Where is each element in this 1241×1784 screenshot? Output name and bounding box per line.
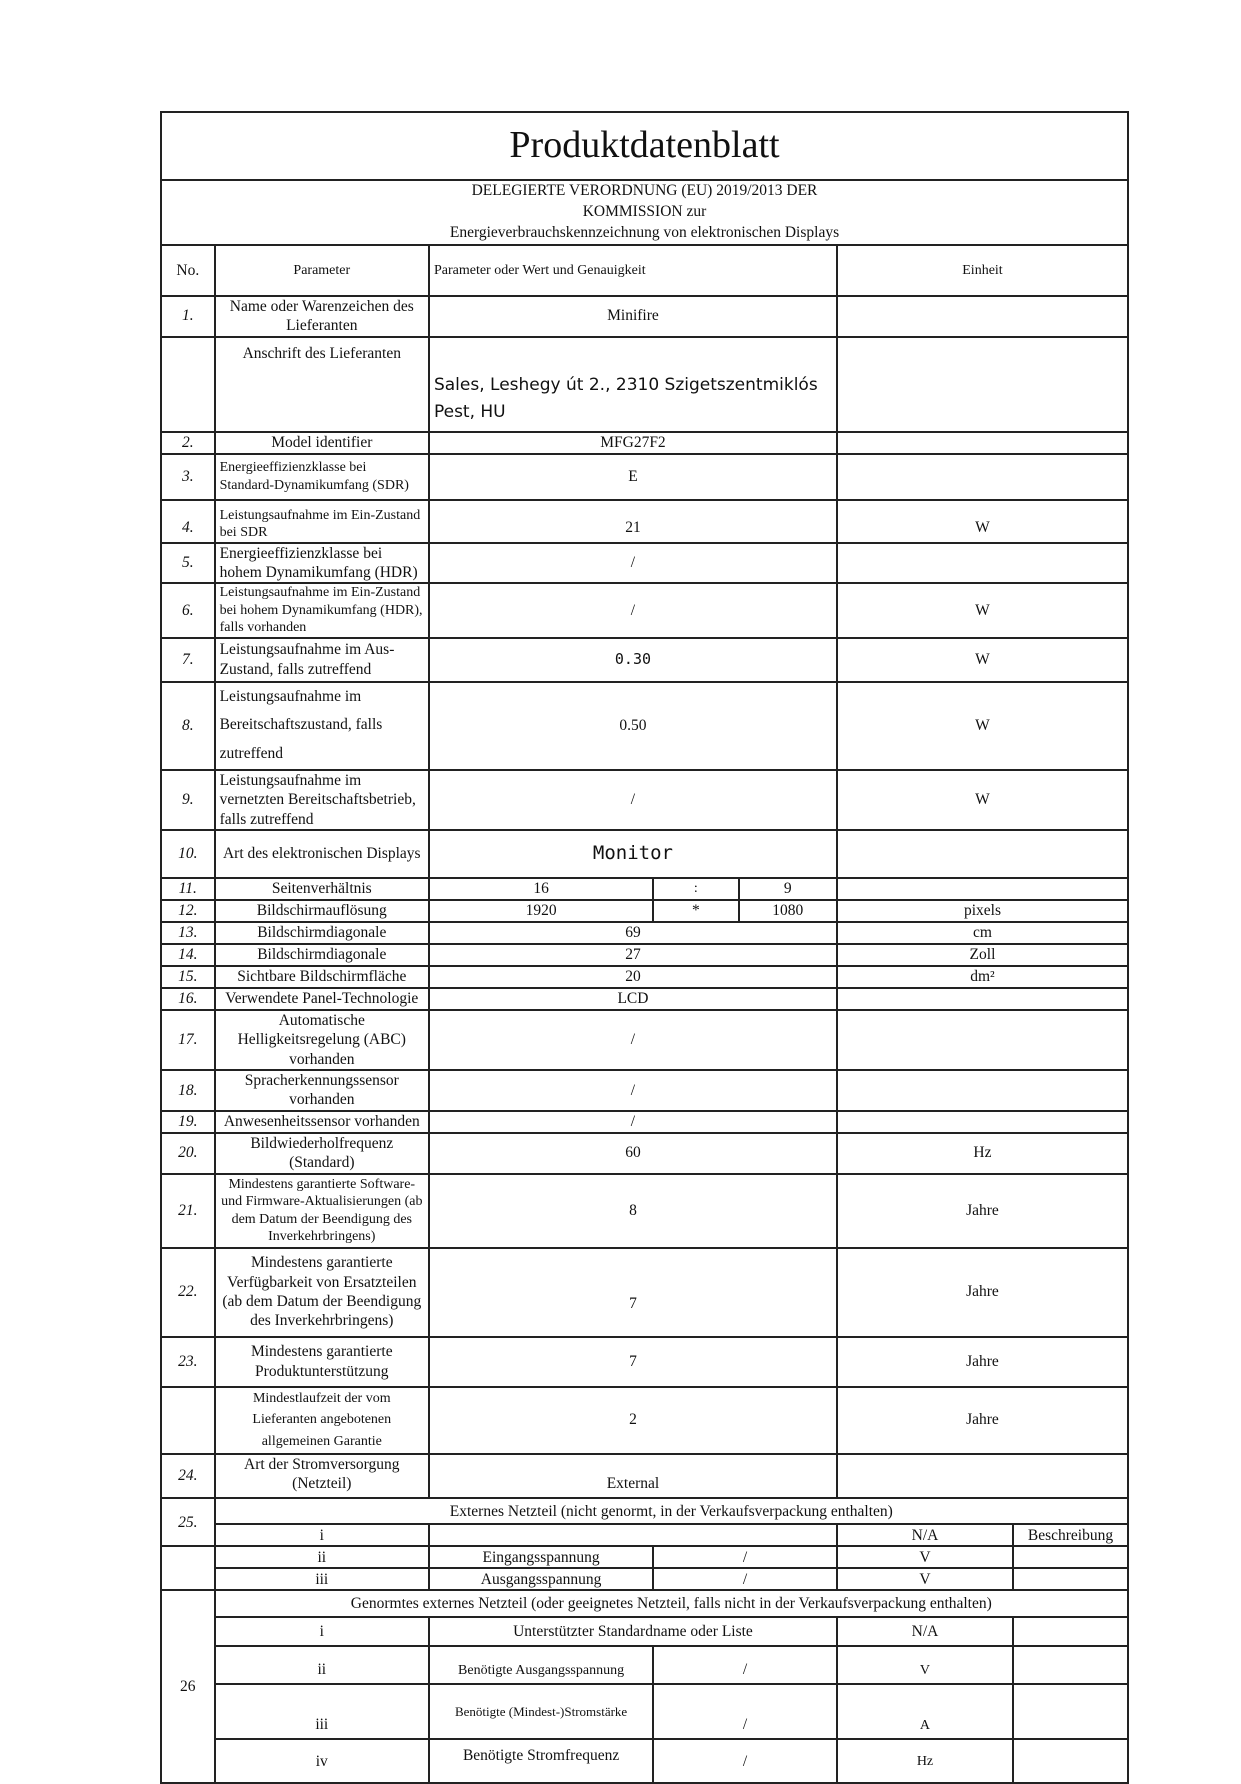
row-number-empty [161, 1546, 215, 1590]
row-parameter: Leistungsaufnahme im Ein-Zustand bei SDR [215, 500, 429, 543]
row-parameter: Mindestens garantierte Software- und Firmware-Aktualisierungen (ab dem Datum der Beendigung des Inverkehrbringens) [215, 1174, 429, 1248]
table-row [161, 966, 1128, 988]
psu-row-unit: N/A [837, 1524, 1013, 1546]
psu-row-extra [1013, 1646, 1128, 1684]
row-parameter: Verwendete Panel-Technologie [215, 988, 429, 1010]
row-value: 60 [429, 1133, 837, 1174]
psu-row-unit: V [837, 1546, 1013, 1568]
row-parameter: Anwesenheitssensor vorhanden [215, 1111, 429, 1133]
row-number: 19. [161, 1111, 215, 1133]
row-number: 2. [161, 432, 215, 454]
row-unit: W [837, 583, 1128, 638]
row-value: / [429, 770, 837, 830]
row-value: / [429, 1010, 837, 1070]
psu-row-unit: V [837, 1568, 1013, 1590]
table-row [161, 1739, 1128, 1783]
table-row [161, 1454, 1128, 1499]
row-parameter: Bildschirmdiagonale [215, 922, 429, 944]
row-parameter: Automatische Helligkeitsregelung (ABC) vorhanden [215, 1010, 429, 1070]
row-unit [837, 1454, 1128, 1499]
row-unit: Jahre [837, 1174, 1128, 1248]
psu-row-unit: N/A [837, 1617, 1013, 1646]
row-unit: W [837, 638, 1128, 682]
row-number: 14. [161, 944, 215, 966]
row-parameter: Spracherkennungssensor vorhanden [215, 1070, 429, 1111]
row-value: 7 [429, 1248, 837, 1337]
header-value: Parameter oder Wert und Genauigkeit [429, 245, 837, 296]
table-row [161, 1337, 1128, 1387]
row-unit: W [837, 500, 1128, 543]
psu-row-label: Benötigte Stromfrequenz [429, 1739, 653, 1783]
row-unit [837, 543, 1128, 584]
psu-row-index: iii [215, 1684, 429, 1739]
aspect-width: 16 [429, 878, 653, 900]
row-number: 12. [161, 900, 215, 922]
header-parameter: Parameter [215, 245, 429, 296]
psu-row-label: Eingangsspannung [429, 1546, 653, 1568]
aspect-height: 9 [739, 878, 837, 900]
psu-row-value: / [653, 1546, 837, 1568]
table-row [161, 1617, 1128, 1646]
psu-row-index: ii [215, 1546, 429, 1568]
row-number: 8. [161, 682, 215, 770]
row-unit [837, 454, 1128, 500]
product-data-sheet [160, 111, 1129, 1770]
table-row [161, 922, 1128, 944]
row-number: 3. [161, 454, 215, 500]
psu-row-value: / [653, 1739, 837, 1783]
table-row [161, 500, 1128, 543]
table-row [161, 454, 1128, 500]
table-row [161, 1546, 1128, 1568]
row-number: 4. [161, 500, 215, 543]
table-row [161, 1070, 1128, 1111]
table-row [161, 830, 1128, 878]
row-unit: Jahre [837, 1387, 1128, 1454]
row-number: 6. [161, 583, 215, 638]
row-unit [837, 1010, 1128, 1070]
row-number [161, 1387, 215, 1454]
table-row [161, 1133, 1128, 1174]
row-parameter: Leistungsaufnahme im Ein-Zustand bei hohem Dynamikumfang (HDR), falls vorhanden [215, 583, 429, 638]
row-value: 8 [429, 1174, 837, 1248]
row-unit: Zoll [837, 944, 1128, 966]
display-type-value: Monitor [429, 830, 837, 878]
row-parameter: Leistungsaufnahme im vernetzten Bereitschaftsbetrieb, falls zutreffend [215, 770, 429, 830]
row-parameter: Seitenverhältnis [215, 878, 429, 900]
row-parameter: Bildschirmdiagonale [215, 944, 429, 966]
row-number: 17. [161, 1010, 215, 1070]
table-row [161, 583, 1128, 638]
row-number [161, 337, 215, 432]
psu-row-value: / [653, 1646, 837, 1684]
psu-row-index: iii [215, 1568, 429, 1590]
row-value: 7 [429, 1337, 837, 1387]
row-parameter: Bildschirmauflösung [215, 900, 429, 922]
psu-row-extra [1013, 1739, 1128, 1783]
psu-row-unit: Hz [837, 1739, 1013, 1783]
psu-row-extra [1013, 1617, 1128, 1646]
row-number: 10. [161, 830, 215, 878]
row-number: 13. [161, 922, 215, 944]
row-value: / [429, 583, 837, 638]
row-parameter: Mindestens garantierte Produktunterstützung [215, 1337, 429, 1387]
row-parameter: Mindestlaufzeit der vom Lieferanten angebotenen allgemeinen Garantie [215, 1387, 429, 1454]
row-number: 5. [161, 543, 215, 584]
row-value: 21 [429, 500, 837, 543]
table-row [161, 543, 1128, 584]
row-parameter: Leistungsaufnahme im Bereitschaftszustand, falls zutreffend [215, 682, 429, 770]
psu-row-extra [1013, 1568, 1128, 1590]
row-unit [837, 878, 1128, 900]
header-row [161, 245, 1128, 296]
row-number: 7. [161, 638, 215, 682]
table-row [161, 638, 1128, 682]
table-row [161, 988, 1128, 1010]
row-parameter: Energieeffizienzklasse bei hohem Dynamikumfang (HDR) [215, 543, 429, 584]
table-row [161, 1387, 1128, 1454]
table-row [161, 878, 1128, 900]
psu-row-index: i [215, 1617, 429, 1646]
table-row [161, 1646, 1128, 1684]
row-number: 11. [161, 878, 215, 900]
table-row [161, 1010, 1128, 1070]
row-value: 0.30 [429, 638, 837, 682]
row-unit [837, 296, 1128, 337]
row-parameter: Sichtbare Bildschirmfläche [215, 966, 429, 988]
row-unit [837, 337, 1128, 432]
psu-row-index: i [215, 1524, 429, 1546]
psu-row-index: iv [215, 1739, 429, 1783]
row-unit: cm [837, 922, 1128, 944]
row-number: 21. [161, 1174, 215, 1248]
row-value: External [429, 1454, 837, 1499]
psu-external-title-row [161, 1498, 1128, 1524]
row-number: 20. [161, 1133, 215, 1174]
row-number: 16. [161, 988, 215, 1010]
table-row [161, 1248, 1128, 1337]
table-row [161, 296, 1128, 337]
page-title: Produktdatenblatt [161, 112, 1128, 180]
row-number: 15. [161, 966, 215, 988]
row-value: / [429, 1111, 837, 1133]
row-value: 2 [429, 1387, 837, 1454]
row-value: E [429, 454, 837, 500]
regulation-title: DELEGIERTE VERORDNUNG (EU) 2019/2013 DER KOMMISSION zur Energieverbrauchskennzeichnung von elektronischen Displays [161, 180, 1128, 245]
table-row [161, 944, 1128, 966]
row-value: / [429, 543, 837, 584]
psu-row-value: / [653, 1684, 837, 1739]
row-number: 1. [161, 296, 215, 337]
row-parameter: Model identifier [215, 432, 429, 454]
data-table [160, 111, 1129, 1784]
row-value: 69 [429, 922, 837, 944]
row-unit: dm² [837, 966, 1128, 988]
table-row [161, 1524, 1128, 1546]
row-unit [837, 432, 1128, 454]
psu-row-index: ii [215, 1646, 429, 1684]
table-row [161, 900, 1128, 922]
psu-row-label: Unterstützter Standardname oder Liste [429, 1617, 837, 1646]
psu-row-unit: V [837, 1646, 1013, 1684]
psu-row-unit: A [837, 1684, 1013, 1739]
psu-standard-title-row [161, 1590, 1128, 1617]
row-number: 26 [161, 1590, 215, 1783]
row-value: 0.50 [429, 682, 837, 770]
psu-row-label: Benötigte Ausgangsspannung [429, 1646, 653, 1684]
row-value: 27 [429, 944, 837, 966]
row-number: 25. [161, 1498, 215, 1546]
aspect-separator: : [653, 878, 738, 900]
row-number: 18. [161, 1070, 215, 1111]
row-number: 24. [161, 1454, 215, 1499]
resolution-height: 1080 [739, 900, 837, 922]
header-no: No. [161, 245, 215, 296]
resolution-width: 1920 [429, 900, 653, 922]
table-row [161, 432, 1128, 454]
table-row [161, 770, 1128, 830]
psu-row-label [429, 1524, 837, 1546]
table-row [161, 1568, 1128, 1590]
table-row [161, 682, 1128, 770]
row-unit: Hz [837, 1133, 1128, 1174]
psu-external-title: Externes Netzteil (nicht genormt, in der Verkaufsverpackung enthalten) [215, 1498, 1128, 1524]
table-row [161, 1111, 1128, 1133]
row-parameter: Leistungsaufnahme im Aus-Zustand, falls zutreffend [215, 638, 429, 682]
row-unit: W [837, 770, 1128, 830]
row-unit: Jahre [837, 1248, 1128, 1337]
row-unit [837, 1070, 1128, 1111]
psu-row-label: Benötigte (Mindest-)Stromstärke [429, 1684, 653, 1739]
psu-row-value: / [653, 1568, 837, 1590]
row-unit [837, 988, 1128, 1010]
resolution-separator: * [653, 900, 738, 922]
psu-row-label: Ausgangsspannung [429, 1568, 653, 1590]
row-parameter: Art der Stromversorgung (Netzteil) [215, 1454, 429, 1499]
table-row [161, 1684, 1128, 1739]
row-parameter: Mindestens garantierte Verfügbarkeit von Ersatzteilen (ab dem Datum der Beendigung des Inverkehrbringens) [215, 1248, 429, 1337]
table-row [161, 1174, 1128, 1248]
psu-row-extra: Beschreibung [1013, 1524, 1128, 1546]
row-value: Minifire [429, 296, 837, 337]
row-parameter: Name oder Warenzeichen des Lieferanten [215, 296, 429, 337]
row-unit: W [837, 682, 1128, 770]
row-value: 20 [429, 966, 837, 988]
row-parameter: Energieeffizienzklasse bei Standard-Dynamikumfang (SDR) [215, 454, 429, 500]
psu-row-extra [1013, 1684, 1128, 1739]
row-parameter: Bildwiederholfrequenz (Standard) [215, 1133, 429, 1174]
row-number: 9. [161, 770, 215, 830]
row-unit [837, 1111, 1128, 1133]
row-value: MFG27F2 [429, 432, 837, 454]
row-parameter: Art des elektronischen Displays [215, 830, 429, 878]
row-unit: pixels [837, 900, 1128, 922]
row-number: 22. [161, 1248, 215, 1337]
psu-row-extra [1013, 1546, 1128, 1568]
row-parameter: Anschrift des Lieferanten [215, 337, 429, 432]
row-unit [837, 830, 1128, 878]
row-value: / [429, 1070, 837, 1111]
table-row [161, 337, 1128, 432]
row-unit: Jahre [837, 1337, 1128, 1387]
row-value: LCD [429, 988, 837, 1010]
row-number: 23. [161, 1337, 215, 1387]
supplier-address: Sales, Leshegy út 2., 2310 Szigetszentmiklós Pest, HU [429, 337, 837, 432]
header-unit: Einheit [837, 245, 1128, 296]
psu-standard-title: Genormtes externes Netzteil (oder geeignetes Netzteil, falls nicht in der Verkaufsverpackung enthalten) [215, 1590, 1128, 1617]
